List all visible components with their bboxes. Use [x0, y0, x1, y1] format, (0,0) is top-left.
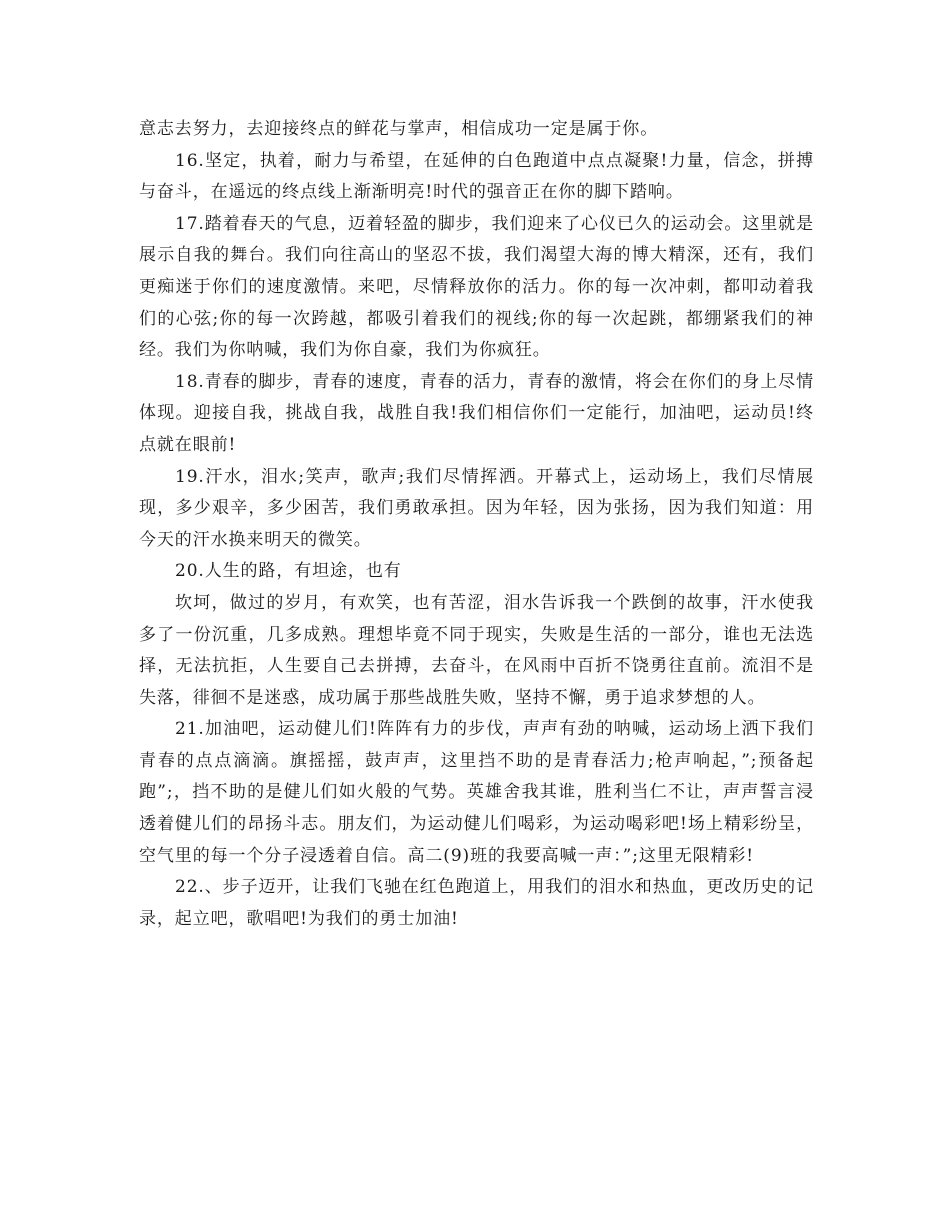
- paragraph-19: 19.汗水，泪水;笑声，歌声;我们尽情挥洒。开幕式上，运动场上，我们尽情展现，多少艰辛，多少困苦，我们勇敢承担。因为年轻，因为张扬，因为我们知道：用今天的汗水换来明天的微笑。: [139, 466, 814, 550]
- paragraph-18: 18.青春的脚步，青春的速度，青春的活力，青春的激情，将会在你们的身上尽情体现。迎接自我，挑战自我，战胜自我!我们相信你们一定能行，加油吧，运动员!终点就在眼前!: [139, 371, 814, 455]
- paragraph-continuation: 意志去努力，去迎接终点的鲜花与掌声，相信成功一定是属于你。: [139, 119, 659, 139]
- paragraph-17: 17.踏着春天的气息，迈着轻盈的脚步，我们迎来了心仪已久的运动会。这里就是展示自我的舞台。我们向往高山的坚忍不拔，我们渴望大海的博大精深，还有，我们更痴迷于你们的速度激情。来吧，尽情释放你的活力。你的每一次冲刺，都叩动着我们的心弦;你的每一次跨越，都吸引着我们的视线;你的每一次起跳，都绷紧我们的神经。我们为你呐喊，我们为你自豪，我们为你疯狂。: [139, 213, 814, 361]
- paragraph-20-start: 20.人生的路，有坦途，也有: [175, 561, 402, 582]
- paragraph-22: 22.、步子迈开，让我们飞驰在红色跑道上，用我们的泪水和热血，更改历史的记录，起立吧，歌唱吧!为我们的勇士加油!: [139, 877, 814, 929]
- document-body: [139, 114, 814, 935]
- paragraph-16: 16.坚定，执着，耐力与希望，在延伸的白色跑道中点点凝聚!力量，信念，拼搏与奋斗，在遥远的终点线上渐渐明亮!时代的强音正在你的脚下踏响。: [139, 150, 814, 203]
- paragraph-20-continued: 坎坷，做过的岁月，有欢笑，也有苦涩，泪水告诉我一个跌倒的故事，汗水使我多了一份沉重，几多成熟。理想毕竟不同于现实，失败是生活的一部分，谁也无法选择，无法抗拒，人生要自己去拼搏，去奋斗，在风雨中百折不饶勇往直前。流泪不是失落，徘徊不是迷惑，成功属于那些战胜失败，坚持不懈，勇于追求梦想的人。: [139, 592, 814, 708]
- paragraph-21: 21.加油吧，运动健儿们!阵阵有力的步伐，声声有劲的呐喊，运动场上洒下我们青春的点点滴滴。旗摇摇，鼓声声，这里挡不助的是青春活力;枪声响起，”;预备起跑”;，挡不助的是健儿们如火般的气势。英雄舍我其谁，胜利当仁不让，声声誓言浸透着健儿们的昂扬斗志。朋友们，为运动健儿们喝彩，为运动喝彩吧!场上精彩纷呈，空气里的每一个分子浸透着自信。高二(9)班的我要高喊一声：”;这里无限精彩!: [139, 719, 814, 866]
